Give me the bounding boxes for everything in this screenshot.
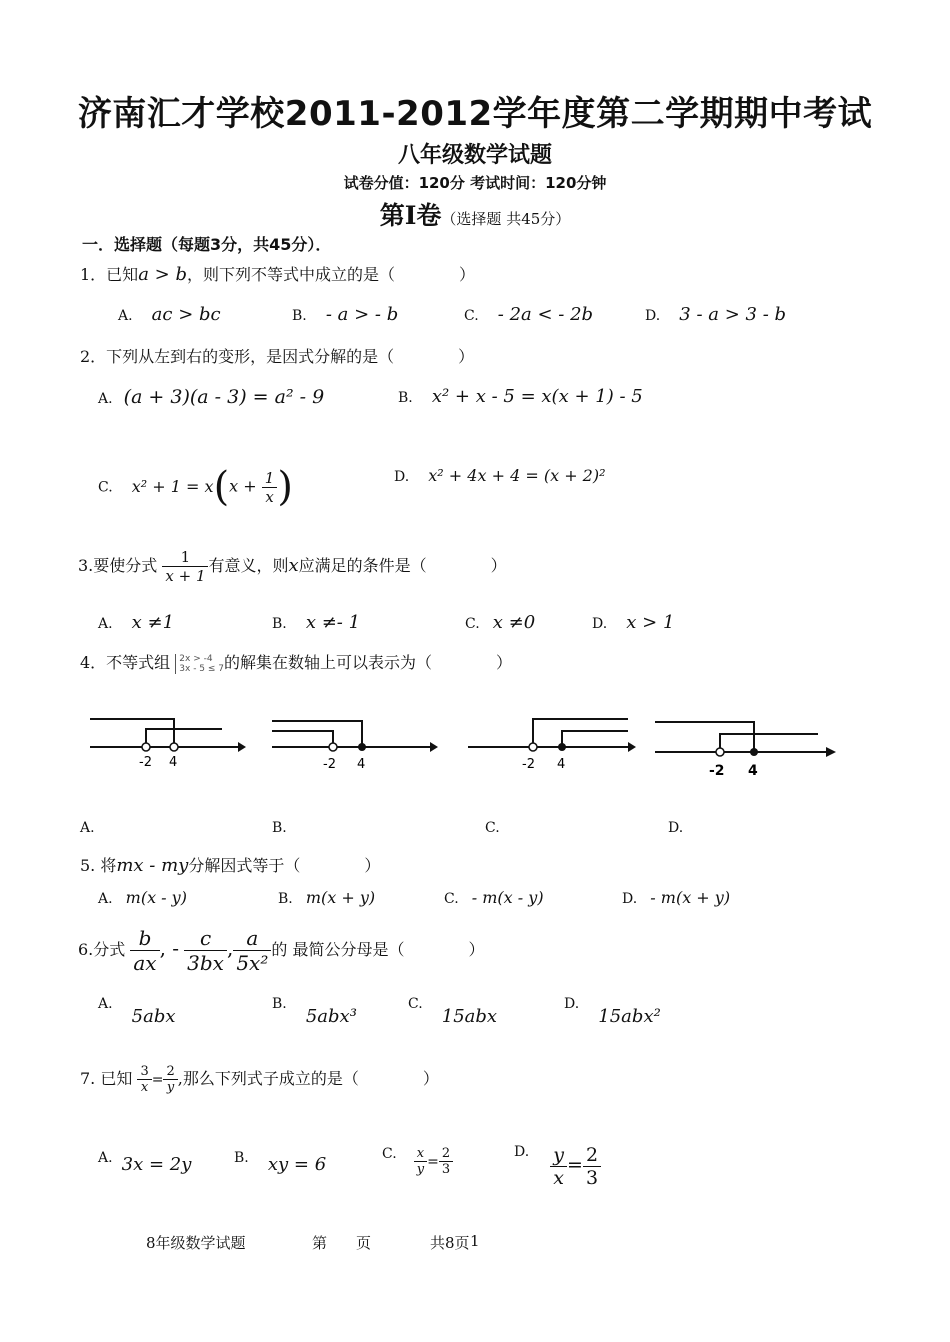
q3-pre: 3.要使分式 <box>78 556 158 575</box>
option-math: - m(x + y) <box>650 888 731 907</box>
fraction-numerator: 3 <box>137 1064 151 1080</box>
option-fraction-2 <box>439 1146 453 1177</box>
exam-title: 济南汇才学校2011-2012学年度第二学期期中考试 <box>77 94 873 134</box>
q6-option-a[interactable] <box>98 996 176 1027</box>
q7-pre: 7. 已知 <box>80 1069 133 1088</box>
fraction-denominator: x <box>553 1167 564 1189</box>
q5-post: 分解因式等于（ ） <box>188 856 381 875</box>
fraction-numerator: 1 <box>262 469 278 488</box>
q1-option-b[interactable] <box>292 304 398 325</box>
fraction-denominator: y <box>166 1080 175 1095</box>
question-4-stem <box>80 650 512 674</box>
q1-option-d[interactable] <box>645 304 786 325</box>
option-label: A. <box>98 1150 113 1166</box>
q5-option-a[interactable] <box>98 888 187 907</box>
option-fraction-1 <box>550 1144 567 1189</box>
fraction-numerator: y <box>550 1144 567 1167</box>
option-eq: = <box>567 1154 583 1176</box>
q3-option-a[interactable] <box>98 612 174 633</box>
footer-page-prefix: 第 <box>312 1234 328 1252</box>
question-3-stem <box>78 548 507 585</box>
q7-option-c[interactable] <box>382 1146 453 1177</box>
option-label: D. <box>592 616 608 632</box>
question-5-stem <box>80 853 380 876</box>
number-lines-figure <box>0 700 950 790</box>
option-math: x ≠1 <box>131 612 175 633</box>
footer-total: 共8页 <box>430 1234 470 1252</box>
question-1-stem <box>80 262 475 285</box>
q3-fraction <box>162 548 208 585</box>
tick-label-d-2: 4 <box>748 763 758 779</box>
option-fraction <box>262 469 278 506</box>
q1-post: ，则下列不等式中成立的是（ ） <box>186 265 475 284</box>
q4-option-b[interactable]: B. <box>272 820 287 836</box>
number-line-b[interactable] <box>272 721 438 772</box>
footer-page-suffix: 页 <box>356 1234 372 1252</box>
q2-option-c[interactable] <box>98 464 293 510</box>
option-eq: = <box>427 1154 439 1170</box>
inequality-system <box>175 654 224 674</box>
option-label: B. <box>272 616 287 632</box>
q3-option-b[interactable] <box>272 612 360 633</box>
option-fraction-2 <box>583 1144 601 1189</box>
tick-label-c-2: 4 <box>557 757 566 772</box>
option-math: m(x + y) <box>305 888 376 907</box>
volume-heading <box>0 196 950 232</box>
fraction-numerator: c <box>184 926 227 951</box>
option-label: C. <box>464 308 479 324</box>
option-math: 5abx <box>131 1006 176 1027</box>
paren-right: ) <box>277 464 293 510</box>
option-label: A. <box>98 891 113 907</box>
q1-option-c[interactable] <box>464 304 593 325</box>
q1-math: a > b <box>138 264 187 285</box>
q1-option-a[interactable] <box>118 304 221 325</box>
section-heading: 一．选择题（每题3分，共45分）． <box>82 235 332 254</box>
q3-option-c[interactable] <box>465 612 535 633</box>
q6-pre: 6.分式 <box>78 940 126 959</box>
option-label: D. <box>514 1144 530 1160</box>
fraction-denominator: 5x² <box>236 951 269 975</box>
q7-fraction-1 <box>137 1064 151 1095</box>
system-line-1: 2x > -4 <box>179 653 213 664</box>
option-math: x² + 1 = x <box>131 476 214 496</box>
option-fraction-1 <box>414 1146 427 1177</box>
option-label: B. <box>272 996 287 1012</box>
tick-label-a-1: -2 <box>139 755 152 770</box>
option-math: (a + 3)(a - 3) = a² - 9 <box>123 386 325 408</box>
fraction-denominator: x <box>140 1080 149 1095</box>
q5-option-d[interactable] <box>622 888 730 907</box>
option-label: B. <box>278 891 293 907</box>
q6-fraction-1 <box>130 926 159 975</box>
option-label: B. <box>292 308 307 324</box>
fraction-numerator: x <box>414 1146 427 1162</box>
option-label: C. <box>98 479 113 496</box>
option-label: D. <box>394 469 410 485</box>
option-math: x² + x - 5 = x(x + 1) - 5 <box>431 386 643 407</box>
fraction-numerator: 2 <box>439 1146 453 1162</box>
tick-label-b-2: 4 <box>357 757 366 772</box>
q6-fraction-2 <box>184 926 227 975</box>
q1-pre: 1．已知 <box>80 265 139 284</box>
q5-option-b[interactable] <box>278 888 375 907</box>
exam-info: 试卷分值：120分 考试时间：120分钟 <box>343 174 607 192</box>
fraction-denominator: 3bx <box>187 951 224 975</box>
q3-end: 应满足的条件是（ ） <box>298 556 507 575</box>
number-line-a[interactable] <box>90 719 246 770</box>
fraction-numerator: a <box>233 926 271 951</box>
q4-option-c[interactable]: C. <box>485 820 500 836</box>
q7-post: ,那么下列式子成立的是（ ） <box>177 1069 439 1088</box>
option-math: 5abx³ <box>305 1006 357 1027</box>
q6-post: 的 最简公分母是（ ） <box>271 940 485 959</box>
option-math: 3 - a > 3 - b <box>679 304 787 325</box>
fraction-numerator: 2 <box>583 1144 601 1167</box>
fraction-denominator: 3 <box>585 1167 599 1189</box>
q3-post: 有意义，则 <box>208 556 289 575</box>
option-math: - a > - b <box>325 304 399 325</box>
q4-option-d[interactable]: D. <box>668 820 684 836</box>
fraction-numerator: b <box>130 926 159 951</box>
tick-label-c-1: -2 <box>522 757 535 772</box>
paren-left: ( <box>213 464 230 510</box>
q5-math: mx - my <box>116 855 189 876</box>
q7-option-a[interactable] <box>98 1150 192 1175</box>
option-label: A. <box>118 308 133 324</box>
q4-post: 的解集在数轴上可以表示为（ ） <box>224 653 513 672</box>
option-math: x ≠0 <box>492 612 536 633</box>
option-label: C. <box>444 891 459 907</box>
option-math: x² + 4x + 4 = (x + 2)² <box>428 466 606 485</box>
q6-sep-2: , <box>226 936 234 960</box>
q6-option-b[interactable] <box>272 996 357 1027</box>
option-label: A. <box>98 996 113 1012</box>
option-label: C. <box>465 616 480 632</box>
tick-label-b-1: -2 <box>323 757 336 772</box>
q3-var: x <box>288 555 299 576</box>
option-label: A. <box>98 391 113 407</box>
option-label: C. <box>382 1146 397 1162</box>
option-math: - 2a < - 2b <box>497 304 594 325</box>
q4-option-a[interactable]: A. <box>80 820 95 836</box>
q6-sep-1: , - <box>159 936 180 960</box>
option-label: D. <box>564 996 580 1012</box>
q7-eq: = <box>151 1072 164 1088</box>
q4-pre: 4．不等式组 <box>80 653 171 672</box>
q7-option-d[interactable] <box>514 1144 601 1189</box>
option-math: 15abx <box>441 1006 498 1027</box>
footer-page-number: 1 <box>470 1232 480 1250</box>
fraction-denominator: ax <box>133 951 157 975</box>
volume-name: 第Ⅰ卷 <box>379 201 442 230</box>
q2-option-a[interactable] <box>98 386 324 408</box>
question-7-stem <box>80 1064 439 1095</box>
fraction-numerator: 1 <box>162 548 208 567</box>
q3-option-d[interactable] <box>592 612 674 633</box>
question-6-stem <box>78 926 484 975</box>
option-label: B. <box>398 390 413 406</box>
option-math: ac > bc <box>151 304 221 325</box>
fraction-numerator: 2 <box>163 1064 177 1080</box>
volume-note: （选择题 共45分） <box>441 210 571 228</box>
option-math: xy = 6 <box>267 1154 327 1175</box>
option-math: m(x - y) <box>125 888 187 907</box>
option-math: x ≠- 1 <box>305 612 361 633</box>
q5-option-c[interactable] <box>444 888 544 907</box>
option-math: 3x = 2y <box>121 1154 192 1175</box>
option-label: A. <box>98 616 113 632</box>
fraction-denominator: y <box>416 1162 425 1177</box>
option-label: D. <box>645 308 661 324</box>
option-label: B. <box>234 1150 249 1166</box>
option-label: D. <box>622 891 638 907</box>
q6-option-c[interactable] <box>408 996 498 1027</box>
tick-label-d-1: -2 <box>709 763 725 779</box>
option-math: 15abx² <box>598 1006 661 1027</box>
option-label: C. <box>408 996 423 1012</box>
fraction-denominator: 3 <box>441 1162 451 1177</box>
fraction-denominator: x <box>265 487 274 506</box>
q2-option-d[interactable] <box>394 466 606 485</box>
q6-option-d[interactable] <box>564 996 661 1027</box>
exam-subtitle: 八年级数学试题 <box>397 143 552 168</box>
fraction-denominator: x + 1 <box>165 567 206 585</box>
number-line-d[interactable] <box>655 722 836 779</box>
option-math: x > 1 <box>626 612 675 633</box>
option-math-inner: x + <box>229 476 257 496</box>
number-line-c[interactable] <box>468 719 636 772</box>
footer-title: 8年级数学试题 <box>146 1234 246 1252</box>
q7-fraction-2 <box>163 1064 177 1095</box>
question-2-stem: 2．下列从左到右的变形，是因式分解的是（ ） <box>80 347 475 366</box>
q2-option-b[interactable] <box>398 386 643 407</box>
option-math: - m(x - y) <box>471 888 544 907</box>
q6-fraction-3 <box>233 926 271 975</box>
tick-label-a-2: 4 <box>169 755 178 770</box>
q7-option-b[interactable] <box>234 1150 327 1175</box>
q5-pre: 5. 将 <box>80 856 117 875</box>
system-line-2: 3x - 5 ≤ 7 <box>179 663 225 674</box>
